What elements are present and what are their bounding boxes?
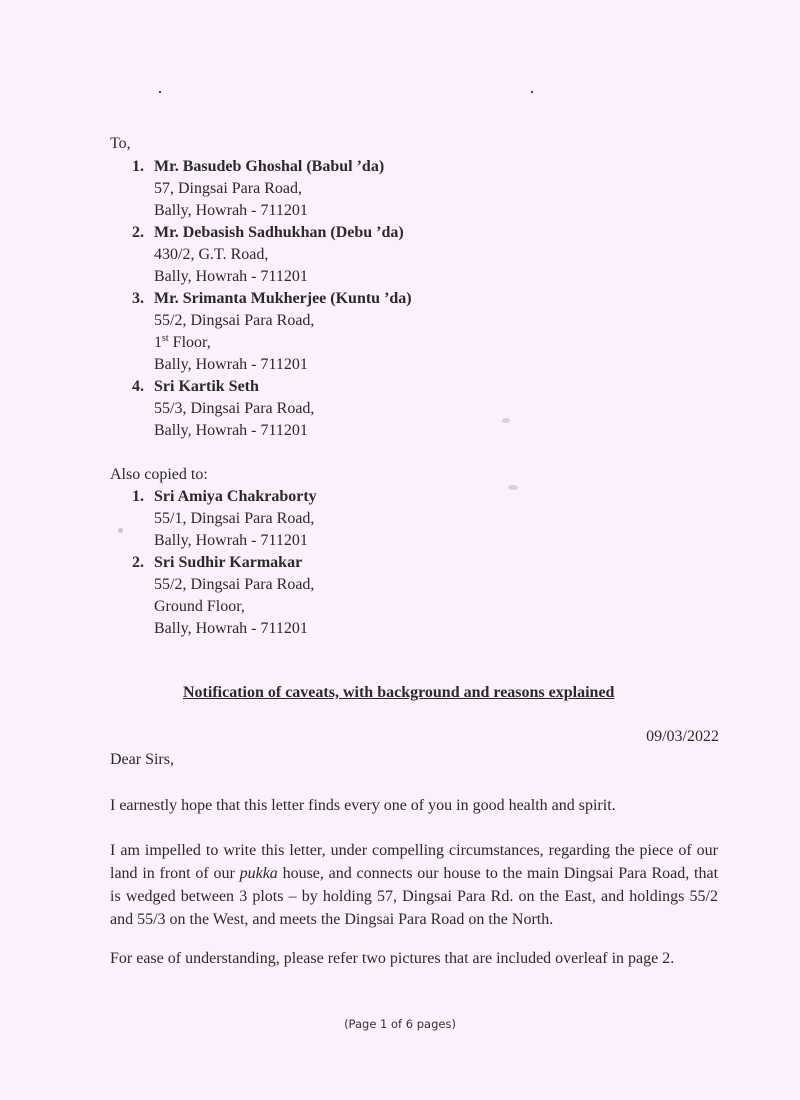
recipient-number: 1. bbox=[132, 158, 144, 175]
copied-label: Also copied to: bbox=[110, 466, 208, 483]
page-footer: (Page 1 of 6 pages) bbox=[344, 1017, 456, 1031]
recipient-address-line bbox=[154, 333, 211, 353]
copied-number: 2. bbox=[132, 554, 144, 571]
punch-mark bbox=[159, 91, 161, 93]
recipient-address-line: 430/2, G.T. Road, bbox=[154, 246, 269, 263]
copied-name: Sri Amiya Chakraborty bbox=[154, 488, 317, 505]
recipient-number: 2. bbox=[132, 224, 144, 241]
paragraph-text: I am impelled to write this letter, under compelling circumstances, regarding the piece of our land in front of our bbox=[110, 842, 718, 882]
recipient-address-line: 55/2, Dingsai Para Road, bbox=[154, 312, 315, 329]
letter-date: 09/03/2022 bbox=[646, 728, 719, 745]
recipient-address-line: Bally, Howrah - 711201 bbox=[154, 268, 308, 285]
recipient-address-line: Bally, Howrah - 711201 bbox=[154, 202, 308, 219]
floor-ordinal: st bbox=[162, 333, 169, 344]
recipient-name: Mr. Basudeb Ghoshal (Babul ’da) bbox=[154, 158, 385, 175]
copied-address-line: Ground Floor, bbox=[154, 598, 245, 615]
floor-label: Floor, bbox=[172, 334, 211, 351]
recipient-address-line: 57, Dingsai Para Road, bbox=[154, 180, 302, 197]
scan-speck bbox=[118, 528, 123, 533]
salutation: Dear Sirs, bbox=[110, 751, 174, 768]
copied-name: Sri Sudhir Karmakar bbox=[154, 554, 303, 571]
recipient-number: 3. bbox=[132, 290, 144, 307]
copied-address-line: Bally, Howrah - 711201 bbox=[154, 620, 308, 637]
recipient-name: Mr. Srimanta Mukherjee (Kuntu ’da) bbox=[154, 290, 412, 307]
recipient-name: Sri Kartik Seth bbox=[154, 378, 259, 395]
recipient-address-line: 55/3, Dingsai Para Road, bbox=[154, 400, 315, 417]
recipient-name: Mr. Debasish Sadhukhan (Debu ’da) bbox=[154, 224, 404, 241]
recipient-address-line: Bally, Howrah - 711201 bbox=[154, 356, 308, 373]
copied-address-line: 55/2, Dingsai Para Road, bbox=[154, 576, 315, 593]
paragraph-text: house, and connects our house to the main Dingsai Para Road, that is wedged between 3 plots – by holding 57, Dingsai Para Rd. on the East, and holdings 55/2 and 55/3 on the West, and meets the Dingsai Para Road on the North. bbox=[110, 865, 719, 928]
letter-title: Notification of caveats, with background and reasons explained bbox=[183, 684, 615, 701]
floor-number: 1 bbox=[154, 334, 162, 351]
punch-mark bbox=[531, 91, 533, 93]
copied-address-line: Bally, Howrah - 711201 bbox=[154, 532, 308, 549]
paragraph-reference: For ease of understanding, please refer two pictures that are included overleaf in page 2. bbox=[110, 950, 675, 967]
paragraph-greeting: I earnestly hope that this letter finds every one of you in good health and spirit. bbox=[110, 797, 616, 814]
recipient-number: 4. bbox=[132, 378, 144, 395]
copied-address-line: 55/1, Dingsai Para Road, bbox=[154, 510, 315, 527]
copied-number: 1. bbox=[132, 488, 144, 505]
scan-speck bbox=[502, 418, 510, 423]
paragraph-italic-term: pukka bbox=[239, 865, 278, 882]
to-label: To, bbox=[110, 135, 131, 152]
recipient-address-line: Bally, Howrah - 711201 bbox=[154, 422, 308, 439]
scan-speck bbox=[508, 485, 518, 490]
paragraph-land-description bbox=[110, 839, 718, 931]
